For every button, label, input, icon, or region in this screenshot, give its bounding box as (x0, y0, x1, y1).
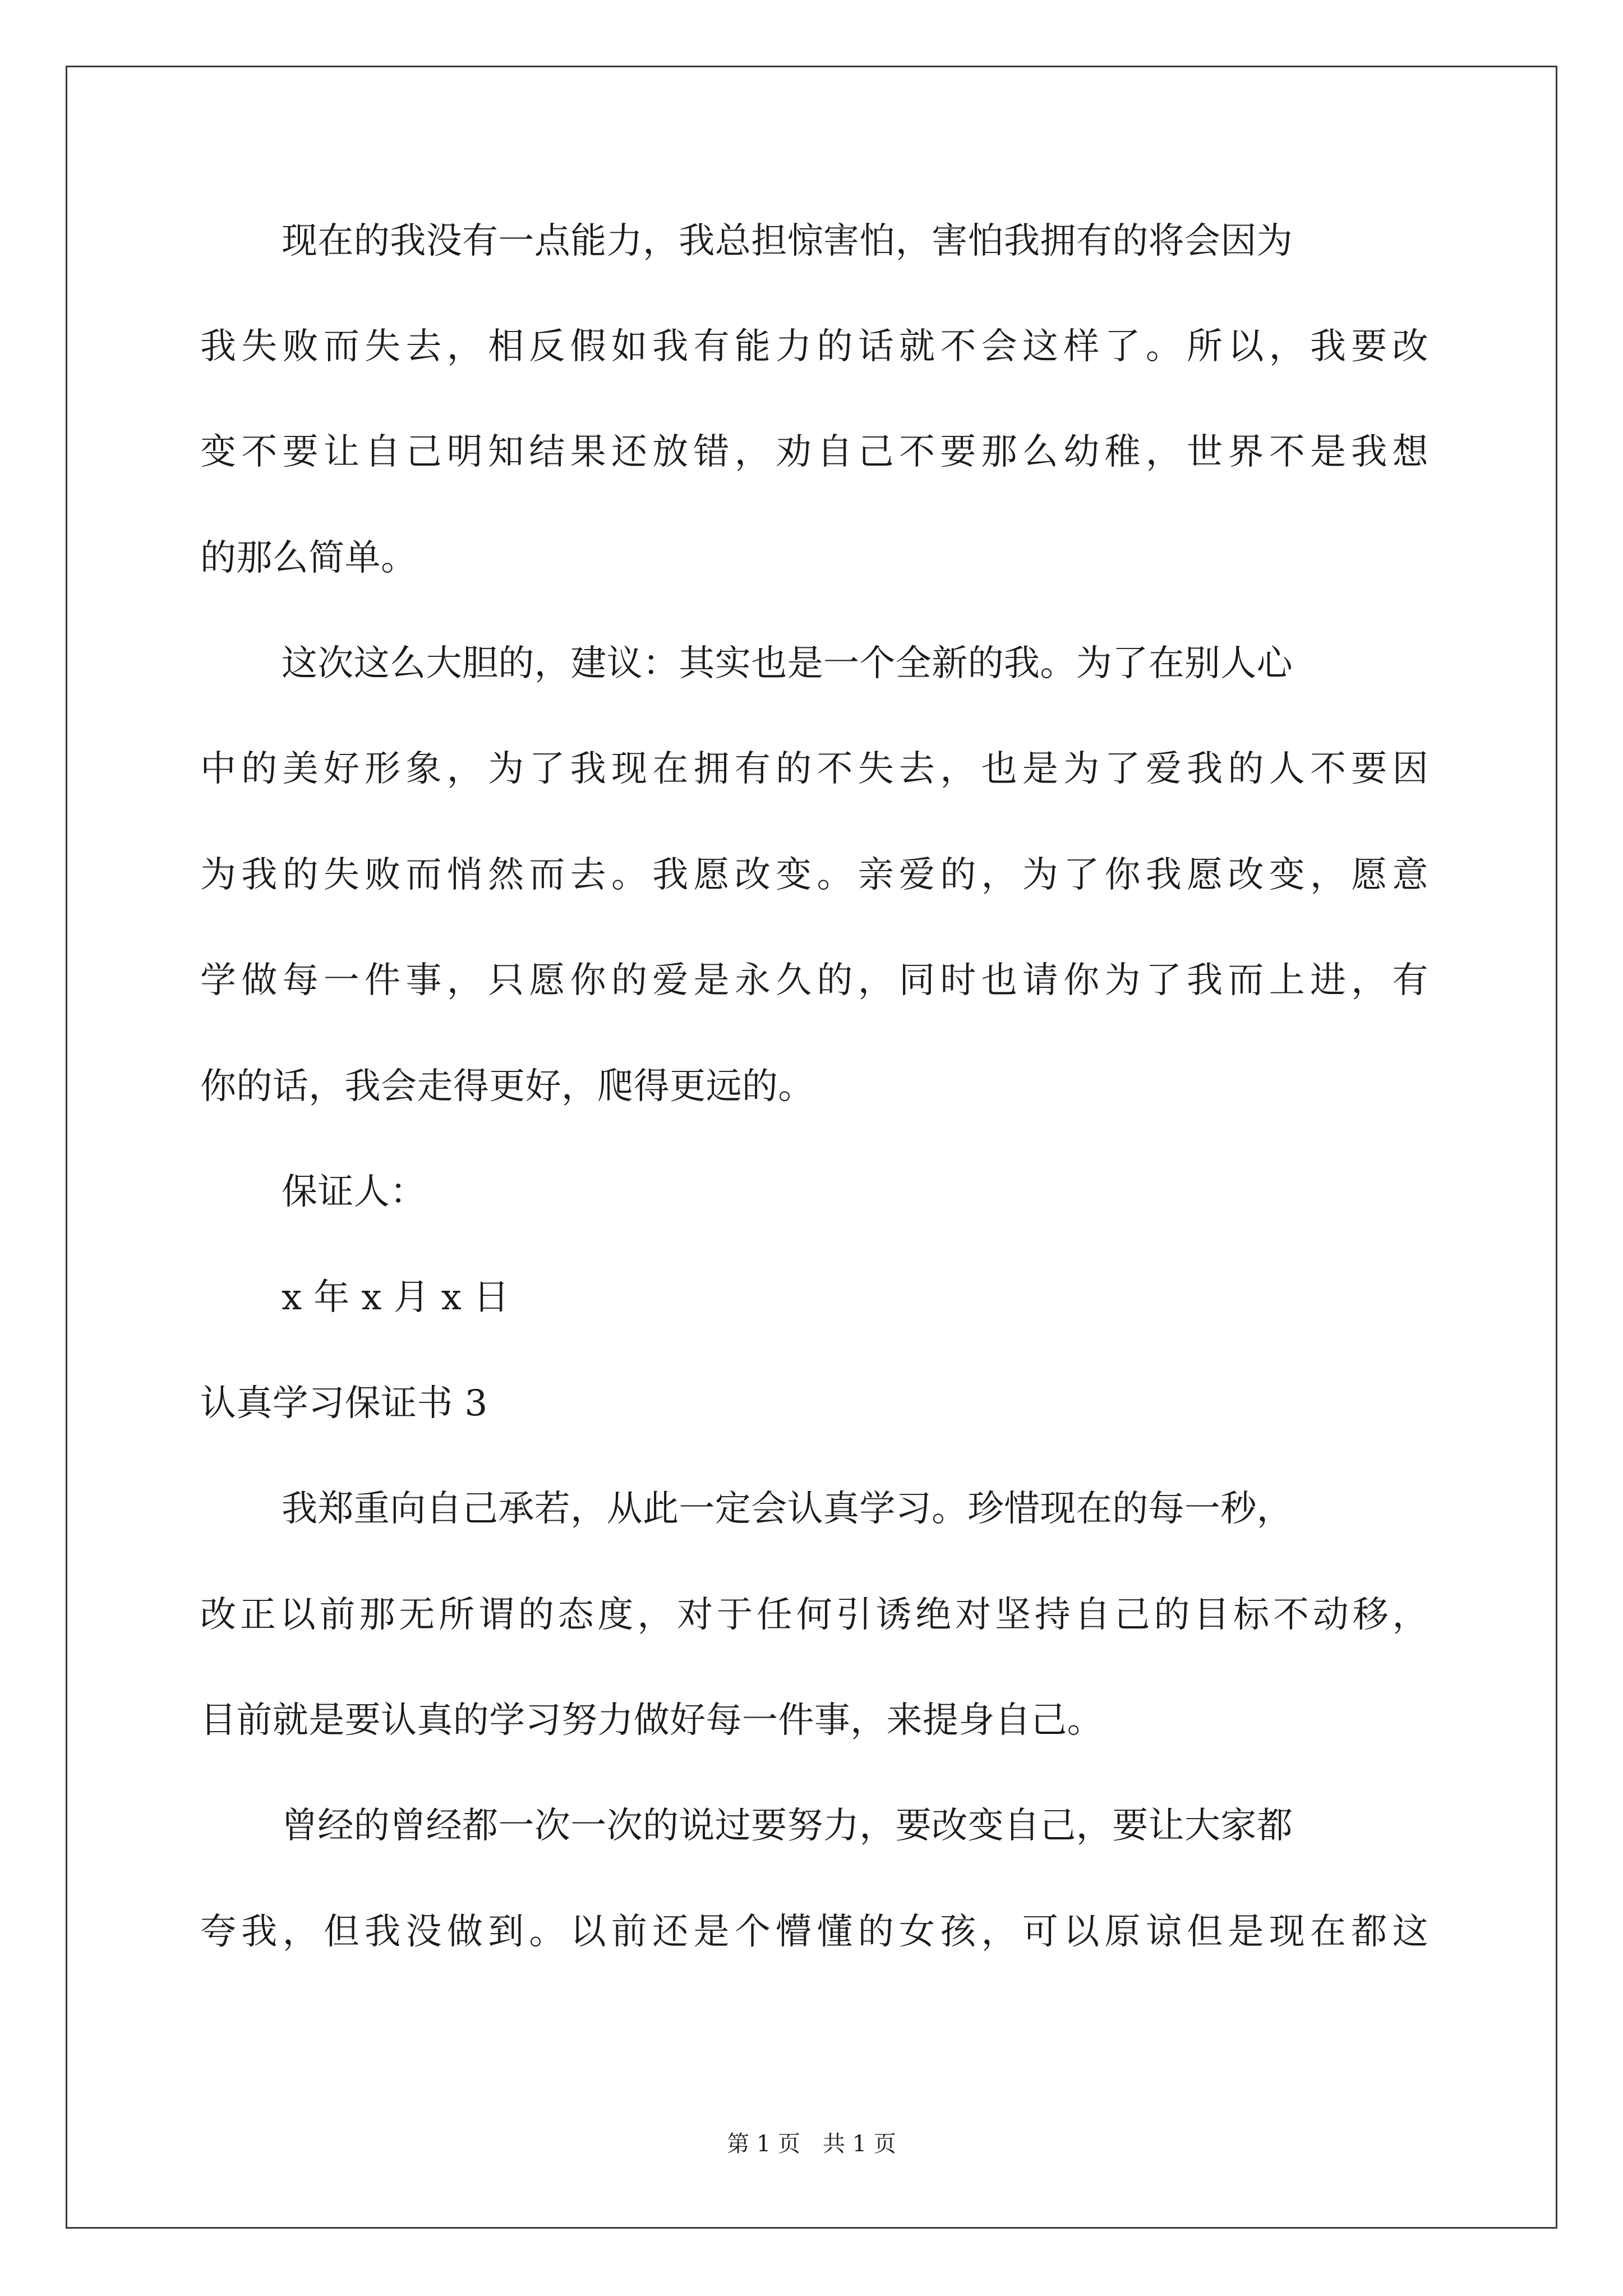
paragraph-line: 变不要让自己明知结果还放错，劝自己不要那么幼稚，世界不是我想 (200, 431, 1428, 473)
paragraph-line: 改正以前那无所谓的态度，对于任何引诱绝对坚持自己的目标不动移， (200, 1594, 1428, 1636)
paragraph-line: 曾经的曾经都一次一次的说过要努力，要改变自己，要让大家都 (282, 1805, 1293, 1847)
page-number-footer: 第 1 页 共 1 页 (727, 2131, 896, 2157)
paragraph-line: 中的美好形象，为了我现在拥有的不失去，也是为了爱我的人不要因 (200, 748, 1428, 790)
signature-label: 保证人： (282, 1171, 426, 1213)
section-title: 认真学习保证书 3 (200, 1383, 488, 1424)
paragraph-line: 我失败而失去，相反假如我有能力的话就不会这样了。所以，我要改 (200, 326, 1428, 367)
page-border (66, 66, 1557, 2229)
paragraph-line: 目前就是要认真的学习努力做好每一件事，来提身自己。 (200, 1700, 1103, 1741)
paragraph-line: 为我的失败而悄然而去。我愿改变。亲爱的，为了你我愿改变，愿意 (200, 854, 1428, 896)
paragraph-line: 的那么简单。 (200, 537, 417, 579)
paragraph-line: 夸我，但我没做到。以前还是个懵懂的女孩，可以原谅但是现在都这 (200, 1911, 1428, 1953)
paragraph-line: 你的话，我会走得更好，爬得更远的。 (200, 1066, 814, 1107)
paragraph-line: 学做每一件事，只愿你的爱是永久的，同时也请你为了我而上进，有 (200, 960, 1428, 1001)
paragraph-line: 我郑重向自己承若，从此一定会认真学习。珍惜现在的每一秒， (282, 1488, 1293, 1530)
date-line: x 年 x 月 x 日 (282, 1277, 510, 1318)
paragraph-line: 这次这么大胆的，建议：其实也是一个全新的我。为了在别人心 (282, 643, 1293, 684)
paragraph-line: 现在的我没有一点能力，我总担惊害怕，害怕我拥有的将会因为 (282, 220, 1293, 262)
